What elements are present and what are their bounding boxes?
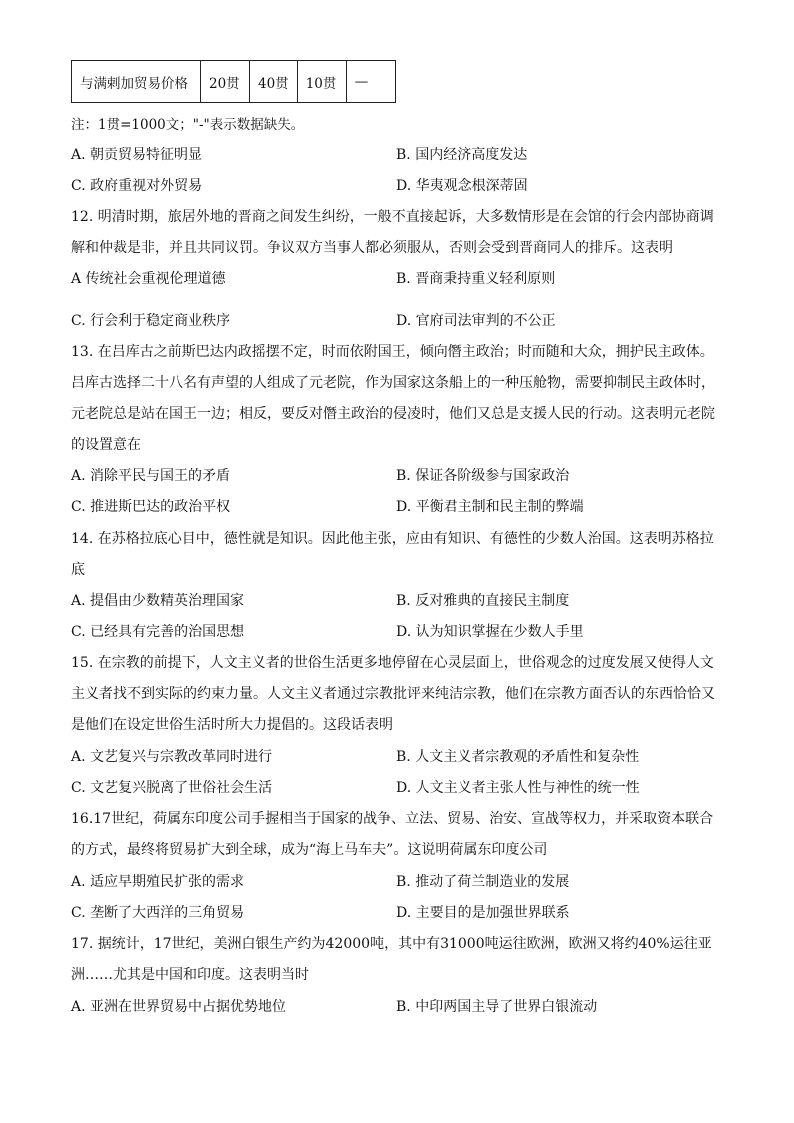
q13-stem-line: 13. 在吕库古之前斯巴达内政摇摆不定，时而依附国王，倾向僭主政治；时而随和大众，拥护民主政体。: [71, 344, 714, 360]
q15-option-c: C. 文艺复兴脱离了世俗社会生活: [71, 780, 273, 796]
q17-option-a: A. 亚洲在世界贸易中占据优势地位: [71, 999, 287, 1015]
q13-option-c: C. 推进斯巴达的政治平权: [71, 499, 231, 515]
q15-stem-line: 主义者找不到实际的约束力量。人文主义者通过宗教批评来纯洁宗教，他们在宗教方面否认的东西恰恰又: [71, 686, 715, 702]
q15-option-a: A. 文艺复兴与宗教改革同时进行: [71, 749, 273, 765]
q17-option-b: B. 中印两国主导了世界白银流动: [396, 999, 598, 1015]
q11-option-b: B. 国内经济高度发达: [396, 147, 528, 163]
q16-option-b: B. 推动了荷兰制造业的发展: [396, 874, 570, 890]
q16-stem-line: 的方式，最终将贸易扩大到全球，成为“海上马车夫”。这说明荷属东印度公司: [71, 842, 548, 858]
table-row: [72, 61, 396, 103]
q14-option-d: D. 认为知识掌握在少数人手里: [396, 624, 584, 640]
q12-option-c: C. 行会利于稳定商业秩序: [71, 313, 231, 329]
q13-stem-line: 吕库古选择二十八名有声望的人组成了元老院，作为国家这条船上的一种压舱物，需要抑制民主政体时，: [71, 375, 715, 391]
q17-stem-line: 洲……尤其是中国和印度。这表明当时: [71, 967, 309, 983]
q11-option-c: C. 政府重视对外贸易: [71, 178, 203, 194]
q12-stem-line: 12. 明清时期，旅居外地的晋商之间发生纠纷，一般不直接起诉，大多数情形是在会馆的行会内部协商调: [71, 209, 714, 225]
q16-stem-line: 16.17世纪，荷属东印度公司手握相当于国家的战争、立法、贸易、治安、宣战等权力，并采取资本联合: [71, 811, 714, 827]
table-cell: —: [346, 61, 395, 103]
q13-option-b: B. 保证各阶级参与国家政治: [396, 468, 570, 484]
q17-stem-line: 17. 据统计，17世纪，美洲白银生产约为42000吨，其中有31000吨运往欧洲，欧洲又将约40%运往亚: [71, 936, 712, 952]
q14-stem-line: 14. 在苏格拉底心目中，德性就是知识。因此他主张，应由有知识、有德性的少数人治国。这表明苏格拉: [71, 531, 714, 547]
q15-option-d: D. 人文主义者主张人性与神性的统一性: [396, 780, 640, 796]
q15-stem-line: 15. 在宗教的前提下，人文主义者的世俗生活更多地停留在心灵层面上，世俗观念的过度发展又使得人文: [71, 655, 714, 671]
q14-stem-line: 底: [71, 562, 85, 578]
q15-option-b: B. 人文主义者宗教观的矛盾性和复杂性: [396, 749, 640, 765]
q11-option-d: D. 华夷观念根深蒂固: [396, 178, 528, 194]
q15-stem-line: 是他们在设定世俗生活时所大力提倡的。这段话表明: [71, 717, 393, 733]
q14-option-a: A. 提倡由少数精英治理国家: [71, 593, 245, 609]
q11-option-a: A. 朝贡贸易特征明显: [71, 147, 203, 163]
q12-option-d: D. 官府司法审判的不公正: [396, 313, 556, 329]
q14-option-b: B. 反对雅典的直接民主制度: [396, 593, 570, 609]
table-cell-label: 与满剌加贸易价格: [72, 61, 201, 103]
q16-option-c: C. 垄断了大西洋的三角贸易: [71, 905, 245, 921]
q14-option-c: C. 已经具有完善的治国思想: [71, 624, 245, 640]
q16-option-d: D. 主要目的是加强世界联系: [396, 905, 570, 921]
table-cell: 40贯: [250, 61, 298, 103]
table-cell: 10贯: [297, 61, 346, 103]
price-table: [71, 60, 396, 103]
table-cell: 20贯: [201, 61, 250, 103]
q13-stem-line: 元老院总是站在国王一边；相反，要反对僭主政治的侵凌时，他们又总是支援人民的行动。这表明元老院: [71, 406, 715, 422]
q12-stem-line: 解和仲裁是非，并且共同议罚。争议双方当事人都必须服从，否则会受到晋商同人的排斥。这表明: [71, 240, 673, 256]
q13-stem-line: 的设置意在: [71, 437, 141, 453]
q12-option-b: B. 晋商秉持重义轻利原则: [396, 271, 556, 287]
table-note: 注：1贯=1000文；"-"表示数据缺失。: [71, 117, 305, 133]
q12-option-a: A 传统社会重视伦理道德: [71, 271, 226, 287]
q13-option-a: A. 消除平民与国王的矛盾: [71, 468, 231, 484]
q16-option-a: A. 适应早期殖民扩张的需求: [71, 874, 245, 890]
q13-option-d: D. 平衡君主制和民主制的弊端: [396, 499, 584, 515]
